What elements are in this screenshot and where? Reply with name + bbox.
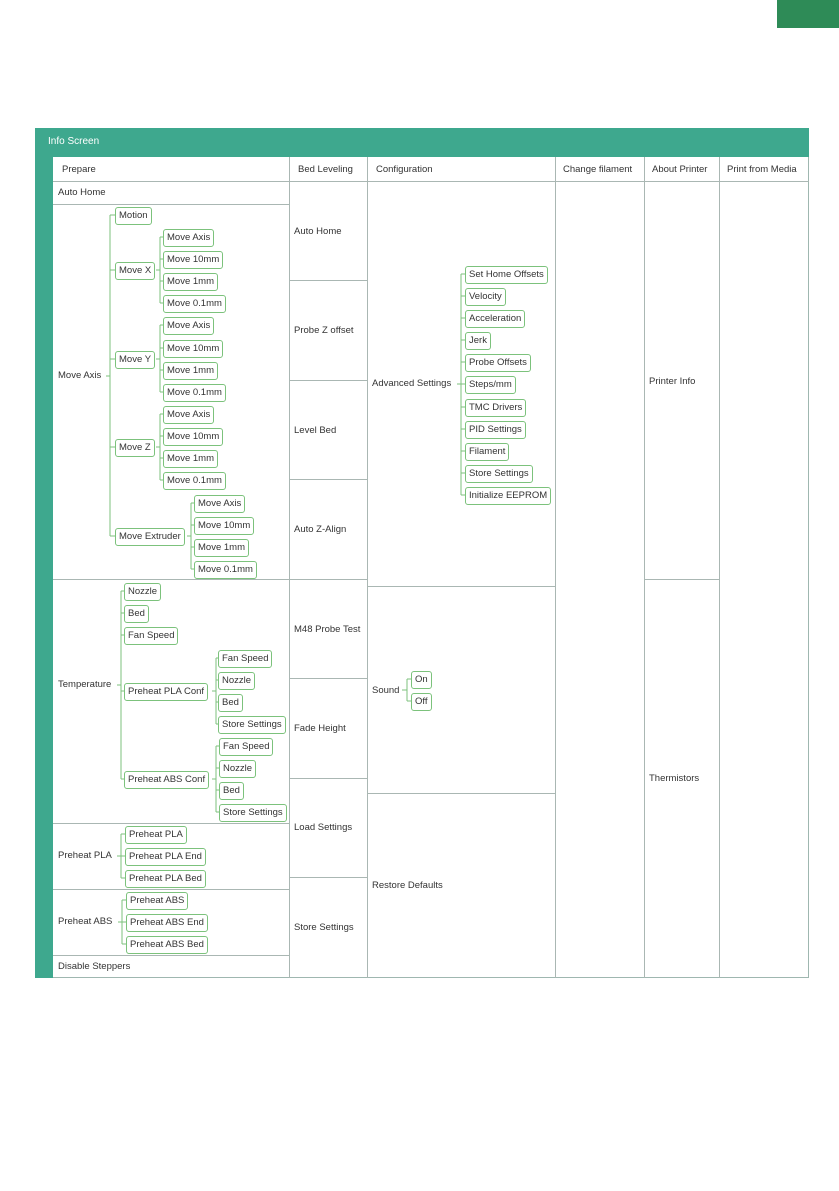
header-row-divider bbox=[53, 181, 809, 182]
menu-node-e-move-0-1mm: Move 0.1mm bbox=[194, 561, 257, 579]
config-node-jerk: Jerk bbox=[465, 332, 491, 350]
config-node-steps-mm: Steps/mm bbox=[465, 376, 516, 394]
menu-node-move-x: Move X bbox=[115, 262, 155, 280]
row-divider bbox=[367, 793, 555, 794]
menu-node-x-move-10mm: Move 10mm bbox=[163, 251, 223, 269]
row-divider bbox=[289, 380, 367, 381]
menu-node-abs-bed: Bed bbox=[219, 782, 244, 800]
menu-node-z-move-0-1mm: Move 0.1mm bbox=[163, 472, 226, 490]
about-printer-thermistors: Thermistors bbox=[649, 773, 700, 784]
config-node-tmc-drivers: TMC Drivers bbox=[465, 399, 526, 417]
column-divider bbox=[555, 157, 556, 978]
config-node-velocity: Velocity bbox=[465, 288, 506, 306]
row-divider bbox=[644, 579, 719, 580]
bed-leveling-probe-z-offset: Probe Z offset bbox=[294, 325, 354, 336]
menu-node-move-extruder: Move Extruder bbox=[115, 528, 185, 546]
menu-node-bed: Bed bbox=[124, 605, 149, 623]
menu-node-y-move-0-1mm: Move 0.1mm bbox=[163, 384, 226, 402]
menu-node-y-move-1mm: Move 1mm bbox=[163, 362, 218, 380]
config-node-filament: Filament bbox=[465, 443, 509, 461]
menu-item-preheat-pla: Preheat PLA bbox=[58, 850, 112, 861]
row-divider bbox=[53, 204, 289, 205]
column-header-change-filament: Change filament bbox=[563, 164, 633, 175]
row-divider bbox=[289, 678, 367, 679]
menu-node-move-z: Move Z bbox=[115, 439, 155, 457]
menu-node-pla-fan-speed: Fan Speed bbox=[218, 650, 272, 668]
column-divider bbox=[719, 157, 720, 978]
menu-node-y-move-10mm: Move 10mm bbox=[163, 340, 223, 358]
menu-node-pla-store-settings: Store Settings bbox=[218, 716, 286, 734]
menu-node-preheat-pla: Preheat PLA bbox=[125, 826, 187, 844]
config-restore-defaults: Restore Defaults bbox=[372, 880, 443, 891]
menu-item-preheat-abs: Preheat ABS bbox=[58, 916, 113, 927]
menu-node-e-move-10mm: Move 10mm bbox=[194, 517, 254, 535]
menu-header bbox=[35, 128, 809, 157]
menu-node-z-move-axis: Move Axis bbox=[163, 406, 214, 424]
menu-node-x-move-1mm: Move 1mm bbox=[163, 273, 218, 291]
config-advanced-settings: Advanced Settings bbox=[372, 378, 452, 389]
config-node-acceleration: Acceleration bbox=[465, 310, 525, 328]
row-divider bbox=[289, 579, 367, 580]
config-node-store-settings: Store Settings bbox=[465, 465, 533, 483]
bed-leveling-level-bed: Level Bed bbox=[294, 425, 337, 436]
menu-node-pla-bed: Bed bbox=[218, 694, 243, 712]
menu-node-preheat-abs-conf: Preheat ABS Conf bbox=[124, 771, 209, 789]
menu-node-e-move-1mm: Move 1mm bbox=[194, 539, 249, 557]
menu-node-preheat-pla-end: Preheat PLA End bbox=[125, 848, 206, 866]
row-divider bbox=[289, 280, 367, 281]
menu-item-temperature: Temperature bbox=[58, 679, 112, 690]
menu-node-abs-fan-speed: Fan Speed bbox=[219, 738, 273, 756]
menu-title: Info Screen bbox=[48, 136, 100, 147]
row-divider bbox=[289, 479, 367, 480]
config-node-initialize-eeprom: Initialize EEPROM bbox=[465, 487, 551, 505]
bed-leveling-m48-probe-test: M48 Probe Test bbox=[294, 624, 361, 635]
bed-leveling-load-settings: Load Settings bbox=[294, 822, 353, 833]
menu-node-preheat-pla-bed: Preheat PLA Bed bbox=[125, 870, 206, 888]
bed-leveling-store-settings: Store Settings bbox=[294, 922, 354, 933]
config-sound: Sound bbox=[372, 685, 400, 696]
row-divider bbox=[53, 823, 289, 824]
bed-leveling-fade-height: Fade Height bbox=[294, 723, 346, 734]
row-divider bbox=[289, 778, 367, 779]
bed-leveling-auto-home: Auto Home bbox=[294, 226, 342, 237]
menu-node-y-move-axis: Move Axis bbox=[163, 317, 214, 335]
row-divider bbox=[53, 579, 289, 580]
column-header-configuration: Configuration bbox=[376, 164, 433, 175]
menu-node-abs-nozzle: Nozzle bbox=[219, 760, 256, 778]
menu-node-preheat-abs-end: Preheat ABS End bbox=[126, 914, 208, 932]
menu-node-e-move-axis: Move Axis bbox=[194, 495, 245, 513]
corner-tab bbox=[777, 0, 839, 28]
config-node-sound-on: On bbox=[411, 671, 432, 689]
config-node-pid-settings: PID Settings bbox=[465, 421, 526, 439]
menu-node-x-move-0-1mm: Move 0.1mm bbox=[163, 295, 226, 313]
column-header-prepare: Prepare bbox=[62, 164, 96, 175]
column-header-about-printer: About Printer bbox=[652, 164, 708, 175]
menu-node-motion: Motion bbox=[115, 207, 152, 225]
config-node-set-home-offsets: Set Home Offsets bbox=[465, 266, 548, 284]
row-divider bbox=[53, 889, 289, 890]
menu-node-fan-speed: Fan Speed bbox=[124, 627, 178, 645]
column-header-print-from-media: Print from Media bbox=[727, 164, 797, 175]
column-divider bbox=[367, 157, 368, 978]
menu-node-nozzle: Nozzle bbox=[124, 583, 161, 601]
row-divider bbox=[367, 586, 555, 587]
about-printer-info: Printer Info bbox=[649, 376, 696, 387]
bed-leveling-auto-z-align: Auto Z-Align bbox=[294, 524, 347, 535]
menu-item-disable-steppers: Disable Steppers bbox=[58, 961, 131, 972]
menu-node-preheat-abs: Preheat ABS bbox=[126, 892, 188, 910]
menu-item-auto-home: Auto Home bbox=[58, 187, 106, 198]
menu-item-move-axis: Move Axis bbox=[58, 370, 102, 381]
menu-node-move-y: Move Y bbox=[115, 351, 155, 369]
column-header-bed-leveling: Bed Leveling bbox=[298, 164, 353, 175]
menu-node-x-move-axis: Move Axis bbox=[163, 229, 214, 247]
menu-node-z-move-10mm: Move 10mm bbox=[163, 428, 223, 446]
menu-node-preheat-abs-bed: Preheat ABS Bed bbox=[126, 936, 208, 954]
menu-node-preheat-pla-conf: Preheat PLA Conf bbox=[124, 683, 208, 701]
menu-node-abs-store-settings: Store Settings bbox=[219, 804, 287, 822]
menu-node-z-move-1mm: Move 1mm bbox=[163, 450, 218, 468]
side-strip bbox=[35, 157, 53, 978]
menu-node-pla-nozzle: Nozzle bbox=[218, 672, 255, 690]
config-node-probe-offsets: Probe Offsets bbox=[465, 354, 531, 372]
row-divider bbox=[53, 955, 289, 956]
column-divider bbox=[644, 157, 645, 978]
config-node-sound-off: Off bbox=[411, 693, 432, 711]
row-divider bbox=[289, 877, 367, 878]
